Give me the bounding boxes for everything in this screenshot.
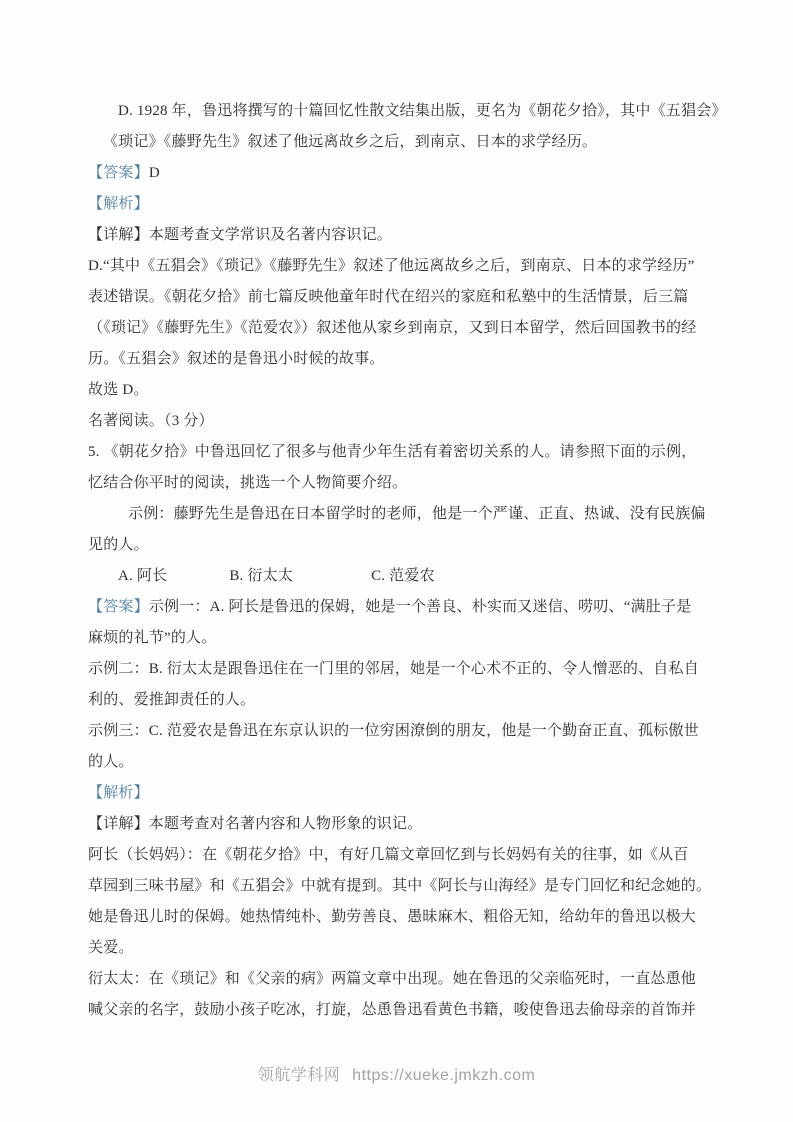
text-line (88, 344, 733, 375)
text-segment: 草园到三味书屋》和《五猖会》中就有提到。其中《阿长与山海经》是专门回忆和纪念她的。 (88, 878, 712, 894)
text-line (88, 902, 733, 933)
text-segment: 忆结合你平时的阅读，挑选一个人物简要介绍。 (88, 475, 408, 491)
answer-label: 【答案】 (88, 599, 149, 615)
text-line (88, 530, 733, 561)
text-segment: 关爱。 (88, 940, 134, 956)
text-segment: 历。《五猖会》叙述的是鲁迅小时候的故事。 (88, 351, 385, 367)
text-line (88, 437, 733, 468)
option-a: A. 阿长 (118, 568, 168, 584)
text-segment: 示例一：A. 阿长是鲁迅的保姆，她是一个善良、朴实而又迷信、唠叨、“满肚子是 (148, 599, 692, 615)
text-line (88, 933, 733, 964)
text-segment: 表述错误。《朝花夕拾》前七篇反映他童年时代在绍兴的家庭和私塾中的生活情景，后三篇 (88, 289, 689, 305)
text-segment: 故选 D。 (88, 382, 149, 398)
text-segment: 示例二：B. 衍太太是跟鲁迅住在一门里的邻居，她是一个心术不正的、令人憎恶的、自私自 (88, 661, 699, 677)
analysis-label: 【解析】 (88, 196, 149, 212)
answer-label: 【答案】 (88, 165, 149, 181)
text-line (88, 282, 733, 313)
text-line (88, 468, 733, 499)
text-line (88, 189, 733, 220)
footer-site-name: 领航学科网 (257, 1067, 341, 1084)
text-line (88, 220, 733, 251)
footer-watermark (0, 1062, 793, 1085)
text-segment: 她是鲁迅儿时的保姆。她热情纯朴、勤劳善良、愚昧麻木、粗俗无知，给幼年的鲁迅以极大 (88, 909, 697, 925)
text-segment: （《琐记》《藤野先生》《范爱农》）叙述他从家乡到南京，又到日本留学，然后回国教书的经 (88, 320, 697, 336)
text-line (88, 654, 733, 685)
text-segment: 的人。 (88, 754, 134, 770)
text-segment: D.“其中《五猖会》《琐记》《藤野先生》叙述了他远离故乡之后，到南京、日本的求学经历” (88, 258, 695, 274)
text-line (88, 840, 733, 871)
text-segment: 麻烦的礼节”的人。 (88, 630, 217, 646)
text-line (88, 995, 733, 1026)
text-line (88, 747, 733, 778)
text-segment: 《琐记》《藤野先生》叙述了他远离故乡之后，到南京、日本的求学经历。 (103, 134, 598, 150)
text-line (88, 406, 733, 437)
text-segment: 【详解】本题考查文学常识及名著内容识记。 (88, 227, 393, 243)
option-c: C. 范爱农 (371, 568, 435, 584)
text-line (88, 158, 733, 189)
text-line (88, 964, 733, 995)
text-line (88, 561, 733, 592)
text-segment: 示例三：C. 范爱农是鲁迅在东京认识的一位穷困潦倒的朋友，他是一个勤奋正直、孤标傲世 (88, 723, 699, 739)
answer-value: D (148, 165, 160, 181)
analysis-label: 【解析】 (88, 785, 149, 801)
text-line (88, 499, 733, 530)
text-line (88, 375, 733, 406)
text-line (88, 809, 733, 840)
text-segment: 名著阅读。（3 分） (88, 413, 214, 429)
text-line (88, 96, 733, 127)
text-segment: 阿长（长妈妈）：在《朝花夕拾》中，有好几篇文章回忆到与长妈妈有关的往事，如《从百 (88, 847, 689, 863)
text-line (88, 871, 733, 902)
text-line (88, 778, 733, 809)
option-b: B. 衍太太 (229, 568, 294, 584)
text-segment: 示例：藤野先生是鲁迅在日本留学时的老师，他是一个严谨、正直、热诚、没有民族偏 (128, 506, 706, 522)
text-segment: 见的人。 (88, 537, 149, 553)
text-line (88, 623, 733, 654)
document-lines (88, 96, 733, 1026)
text-segment: D. 1928 年，鲁迅将撰写的十篇回忆性散文结集出版，更名为《朝花夕拾》，其中《五猖会》 (118, 103, 727, 119)
text-segment: 5. 《朝花夕拾》中鲁迅回忆了很多与他青少年生活有着密切关系的人。请参照下面的示例， (88, 444, 697, 460)
text-line (88, 127, 733, 158)
text-segment: 利的、爱推卸责任的人。 (88, 692, 256, 708)
text-line (88, 592, 733, 623)
text-line (88, 685, 733, 716)
text-segment: 衍太太：在《琐记》和《父亲的病》两篇文章中出现。她在鲁迅的父亲临死时，一直怂恿他 (88, 971, 697, 987)
text-line (88, 251, 733, 282)
text-segment: 【详解】本题考查对名著内容和人物形象的识记。 (88, 816, 423, 832)
text-line (88, 716, 733, 747)
footer-url: https://xueke.jmkzh.com (352, 1067, 536, 1084)
text-line (88, 313, 733, 344)
text-segment: 喊父亲的名字，鼓励小孩子吃冰，打旋，怂恿鲁迅看黄色书籍，唆使鲁迅去偷母亲的首饰并 (88, 1002, 697, 1018)
